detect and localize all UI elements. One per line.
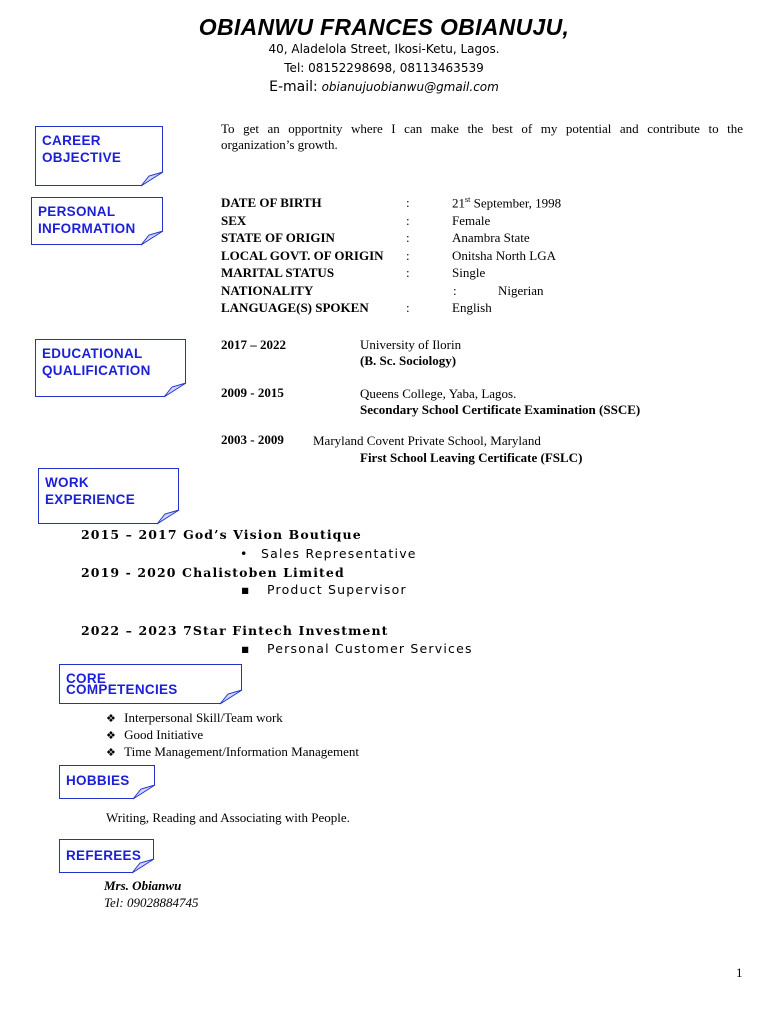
competency-text: Interpersonal Skill/Team work [124,710,283,725]
email-label: E-mail: [269,79,318,95]
competency-item [106,727,203,743]
objective-text [221,121,743,153]
section-title-hobbies: HOBBIES [66,773,130,788]
section-box-educational-qualification [35,339,186,397]
resume-name: OBIANWU FRANCES OBIANUJU, [198,14,570,40]
edu-school: Queens College, Yaba, Lagos. [360,386,517,401]
section-title-objective: OBJECTIVE [42,150,122,165]
personal-colon: : [406,265,410,280]
section-box-referees [59,839,154,873]
personal-row-language [221,300,761,317]
competency-text: Good Initiative [124,727,204,742]
edu-years: 2009 - 2015 [221,385,284,400]
section-title-core: CORE [66,671,107,686]
personal-value: 21st September, 1998 [452,195,562,211]
page-curl-icon [220,690,242,704]
section-title-information: INFORMATION [38,221,136,236]
personal-label: SEX [221,213,247,228]
email-line [0,79,768,95]
diamond-bullet-icon: ❖ [106,712,116,725]
section-title-referees: REFEREES [66,848,142,863]
personal-colon: : [406,213,410,228]
work-heading: 2019 - 2020 Chalistoben Limited [81,565,345,580]
work-bullet: • [240,546,249,561]
personal-colon: : [453,283,457,298]
section-title-clipped [66,682,226,697]
personal-colon: : [406,195,410,210]
section-box-work-experience [38,468,179,524]
referee-name: Mrs. Obianwu [104,878,182,893]
section-title-educational: EDUCATIONAL [42,346,143,361]
personal-label: LANGUAGE(S) SPOKEN [221,300,369,315]
edu-qualification: Secondary School Certificate Examination (SSCE) [360,402,641,417]
objective-line-2: organization’s growth. [221,137,338,152]
work-heading: 2022 – 2023 7Star Fintech Investment [81,623,389,638]
competency-item [106,710,283,726]
section-box-hobbies [59,765,155,799]
page-curl-icon [141,231,163,245]
page-curl-icon [132,859,154,873]
edu-school: Maryland Covent Private School, Maryland [313,433,541,448]
page-curl-icon [133,785,155,799]
personal-value: English [452,300,492,315]
personal-value: Onitsha North LGA [452,248,556,263]
work-role: Personal Customer Services [267,641,473,656]
personal-value: Nigerian [498,283,544,298]
personal-colon: : [406,300,410,315]
page-curl-icon [164,383,186,397]
objective-line-1: To get an opportnity where I can make the best of my potential and contribute to the [221,121,743,136]
work-role: Sales Representative [261,546,417,561]
hobbies-text: Writing, Reading and Associating with People. [106,810,350,825]
edu-years: 2003 - 2009 [221,432,284,447]
section-box-career-objective [35,126,163,186]
edu-qualification: First School Leaving Certificate (FSLC) [360,450,583,465]
personal-row-lga [221,248,761,265]
section-title-career: CAREER [42,133,101,148]
section-box-personal-information [31,197,163,245]
personal-value: Anambra State [452,230,530,245]
section-title-personal: PERSONAL [38,204,116,219]
section-title-qualification: QUALIFICATION [42,363,151,378]
diamond-bullet-icon: ❖ [106,729,116,742]
personal-row-state [221,230,761,247]
section-title-competencies: COMPETENCIES [66,682,178,697]
section-box-core-competencies [59,664,242,704]
work-bullet: ▪ [241,582,251,597]
section-title-work: WORK [45,475,89,490]
competency-text: Time Management/Information Management [124,744,360,759]
competency-item [106,744,359,760]
section-title-experience: EXPERIENCE [45,492,136,507]
personal-row-marital [221,265,761,282]
personal-colon: : [406,248,410,263]
personal-value: Single [452,265,486,280]
work-role: Product Supervisor [267,582,407,597]
personal-row-nationality [221,283,761,300]
edu-qualification: (B. Sc. Sociology) [360,353,457,368]
personal-label: DATE OF BIRTH [221,195,322,210]
work-heading: 2015 – 2017 God’s Vision Boutique [81,527,362,542]
phone-line: Tel: 08152298698, 08113463539 [284,61,484,75]
address-line: 40, Aladelola Street, Ikosi-Ketu, Lagos. [268,42,500,56]
personal-colon: : [406,230,410,245]
page-curl-icon [157,510,179,524]
personal-value: Female [452,213,491,228]
edu-years: 2017 – 2022 [221,337,286,352]
email-address[interactable]: obianujuobianwu@gmail.com [321,80,499,94]
edu-school: University of Ilorin [360,337,462,352]
referee-phone: Tel: 09028884745 [104,895,199,910]
work-bullet: ▪ [241,641,251,656]
page-number: 1 [736,965,743,980]
personal-label: MARITAL STATUS [221,265,335,280]
personal-label: NATIONALITY [221,283,314,298]
personal-row-sex [221,213,761,230]
personal-label: LOCAL GOVT. OF ORIGIN [221,248,384,263]
page-curl-icon [141,172,163,186]
diamond-bullet-icon: ❖ [106,746,116,759]
personal-row-dob [221,195,761,212]
personal-label: STATE OF ORIGIN [221,230,335,245]
